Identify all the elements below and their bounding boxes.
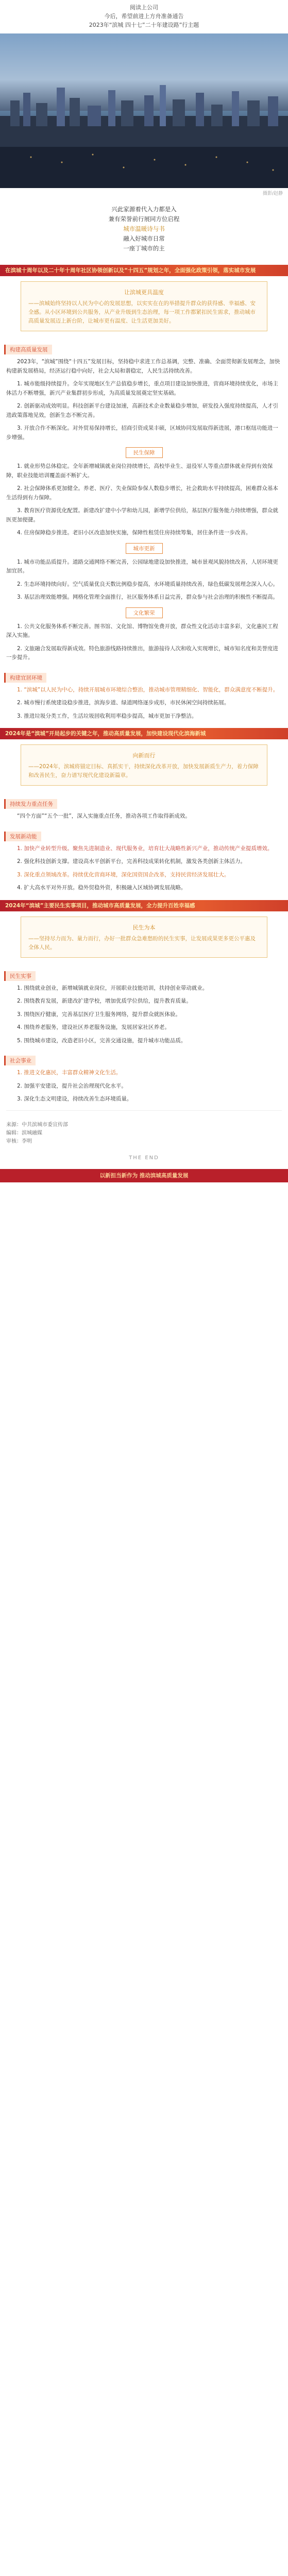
- paragraph: 2. 生态环境持续向好。空气质量优良天数比例稳步提高，水环境质量持续改善，绿色低碳发展理念深入人心。: [17, 581, 278, 587]
- paragraph: 4. 扩大高水平对外开放。稳外贸稳外资，积极融入区域协调发展战略。: [17, 885, 187, 891]
- paragraph: “四个方面”“五个一批”，深入实施重点任务，推动各项工作取得新成效。: [17, 813, 191, 819]
- article-page: [0, 0, 288, 1182]
- paragraph: 1. 推进文化惠民，丰富群众精神文化生活。: [17, 1070, 122, 1076]
- intro-line: 阅读上公司: [130, 4, 158, 11]
- intro-line: 今后，希望前进上方舟准备通告: [104, 13, 184, 20]
- paragraph: 1. 加快产业转型升级。聚焦先进制造业、现代服务业，培育壮大战略性新兴产业，推动传统产业提质增效。: [17, 845, 273, 852]
- section-banner: 在滨城十周年以及二十年十周年社区协领创新以及“十四五”规划之年，全面强化政策引领，落实城市发展: [0, 265, 288, 276]
- paragraph: 3. 推进垃圾分类工作，生活垃圾回收利用率稳步提高，城市更加干净整洁。: [17, 713, 197, 719]
- quote-box: [21, 744, 267, 786]
- paragraph: 5. 围绕城市建设，改造老旧小区，完善交通设施，提升城市功能品质。: [17, 1037, 187, 1044]
- quote-box: [21, 281, 267, 331]
- photo-credit: 摄影/赵静: [262, 191, 283, 196]
- quote-text: ——滨城始终坚持以人民为中心的发展思想，以实实在在的举措提升群众的获得感、幸福感、安全感。从小区环境到公共服务，从产业升级到生态治理，每一项工作都紧扣民生需求，推动城市高质量发展迈上新台阶，让城市更有温度、让生活更加美好。: [28, 300, 256, 324]
- poem-line: 兼有荣誉前行展同方位启程: [108, 215, 180, 223]
- footer-editor: 编辑：滨城融媒: [6, 1130, 42, 1136]
- quote-box: [21, 917, 267, 958]
- paragraph: 1. 城市能级持续提升。全年实现地区生产总值稳步增长，重点项目建设加快推进，营商环境持续优化，市场主体活力不断增强，新兴产业集群初步形成，为高质量发展奠定坚实基础。: [6, 381, 278, 396]
- poem-line: 融入好城市日常: [123, 235, 165, 242]
- footer-credits: [0, 1117, 288, 1150]
- paragraph: 1. 城市功能品质提升。道路交通网络不断完善，公园绿地建设加快推进，城市景观风貌持续改善，人居环境更加宜居。: [6, 558, 278, 574]
- intro-line: 2023年“滨城 四十七”二十年建设路”行主题: [89, 22, 199, 28]
- paragraph: 2. 城市慢行系统建设稳步推进，滨海步道、绿道网络逐步成形，市民休闲空间持续拓展。: [17, 700, 230, 706]
- section-label: 民生实事: [4, 971, 36, 981]
- paragraph: 3. 开放合作不断深化。对外贸易保持增长，招商引资成果丰硕，区域协同发展取得新进展，港口枢纽功能进一步增强。: [6, 425, 278, 440]
- paragraph: 1. 就业形势总体稳定。全年新增城镇就业岗位持续增长，高校毕业生、退役军人等重点群体就业得到有效保障，职业技能培训覆盖面不断扩大。: [6, 463, 273, 479]
- city-photo: [0, 33, 288, 188]
- end-mark: THE END: [129, 1155, 159, 1161]
- quote-text: ——2024年，滨城将锚定目标、真抓实干，持续深化改革开放，加快发展新质生产力，着力保障和改善民生，奋力谱写现代化建设新篇章。: [28, 764, 259, 778]
- bottom-banner: 以新担当新作为 推动滨城高质量发展: [0, 1169, 288, 1182]
- paragraph: 4. 围绕养老服务，建设社区养老服务设施，发展居家社区养老。: [17, 1024, 170, 1030]
- paragraph: 3. 围绕医疗健康，完善基层医疗卫生服务网络，提升群众就医体验。: [17, 1011, 181, 1018]
- paragraph: 3. 教育医疗资源优化配置。新建改扩建中小学和幼儿园，新增学位供给，基层医疗服务能力持续增强，群众就医更加便捷。: [6, 507, 278, 523]
- paragraph: 2. 创新驱动成效明显。科技创新平台建设加速，高新技术企业数量稳步增加，研发投入强度持续提高，人才引进政策落地见效，创新生态不断完善。: [6, 403, 278, 418]
- poem: [0, 200, 288, 258]
- paragraph: 2. 加强平安建设，提升社会治理现代化水平。: [17, 1082, 127, 1089]
- sub-tag: [0, 607, 288, 618]
- sub-tag: [0, 447, 288, 458]
- paragraph: 3. 深化重点领域改革。持续优化营商环境，深化国资国企改革，支持民营经济发展壮大。: [17, 871, 230, 878]
- section-banner: 2024年是“滨城”开局起步的关键之年，推动高质量发展，加快建设现代化滨海新城: [0, 728, 288, 739]
- section-banner: 2024年“滨城”主要民生实事项目，推动城市高质量发展，全力提升百姓幸福感: [0, 900, 288, 911]
- quote-text: ——坚持尽力而为、量力而行，办好一批群众急难愁盼的民生实事，让发展成果更多更公平惠及全体人民。: [28, 935, 256, 951]
- footer-source: 来源：中共滨城市委宣传部: [6, 1122, 68, 1128]
- divider: [6, 1110, 282, 1111]
- section-label: 发展新动能: [4, 832, 41, 841]
- paragraph: 4. 住房保障稳步推进。老旧小区改造加快实施，保障性租赁住房持续筹集，居住条件进一步改善。: [17, 530, 251, 536]
- section-label: 构建宜居环境: [4, 673, 46, 683]
- sub-tag-label: 城市更新: [126, 543, 163, 554]
- quote-title: 向新而行: [132, 752, 156, 759]
- poem-line: 一座丁城市的主: [123, 245, 165, 252]
- footer-review: 审核：李明: [6, 1138, 32, 1144]
- paragraph: 1. “滨城”以人民为中心，持续开展城市环境综合整治，推动城市管理精细化、智能化，群众满意度不断提升。: [17, 686, 279, 693]
- paragraph: 2. 社会保障体系更加健全。养老、医疗、失业保险参保人数稳步增长，社会救助水平持续提高，困难群众基本生活得到有力保障。: [6, 485, 278, 501]
- paragraph: 3. 基层治理效能增强。网格化管理全面推行，社区服务体系日益完善，群众参与社会治理的积极性不断提高。: [17, 594, 278, 600]
- intro: [0, 0, 288, 33]
- section-label: 构建高质量发展: [4, 345, 52, 354]
- section-label: 持续发力重点任务: [4, 799, 57, 809]
- paragraph: 3. 深化生态文明建设，持续改善生态环境质量。: [17, 1096, 132, 1102]
- section-label: 社会事业: [4, 1056, 36, 1065]
- sub-tag: [0, 543, 288, 554]
- paragraph: 1. 围绕就业创业，新增城镇就业岗位，开展职业技能培训，扶持创业带动就业。: [17, 985, 208, 991]
- poem-line: 兴此家源着代入力都是入: [111, 206, 177, 213]
- poem-line-highlight: 城市温暖诗与书: [123, 225, 165, 232]
- paragraph: 2. 强化科技创新支撑。建设高水平创新平台，完善科技成果转化机制，激发各类创新主体活力。: [17, 858, 246, 865]
- quote-title: 让滨城更具温度: [124, 289, 164, 296]
- skyline-illustration: [0, 85, 288, 188]
- sub-tag-label: 民生保障: [126, 447, 163, 458]
- paragraph: 1. 公共文化服务体系不断完善。图书馆、文化馆、博物馆免费开放，群众性文化活动丰富多彩，文化惠民工程深入实施。: [6, 623, 278, 638]
- paragraph: 2023年，“滨城”围绕“十四五”发展目标，坚持稳中求进工作总基调，完整、准确、全面贯彻新发展理念，加快构建新发展格局，经济运行稳中向好，社会大局和谐稳定，人民生活持续改善。: [6, 359, 280, 374]
- sub-tag-label: 文化繁荣: [126, 607, 163, 618]
- paragraph: 2. 围绕教育发展，新建改扩建学校，增加优质学位供给，提升教育质量。: [17, 998, 192, 1004]
- quote-title: 民生为本: [132, 924, 156, 931]
- paragraph: 2. 文旅融合发展取得新成效。特色旅游线路持续推出，旅游接待人次和收入实现增长，城市知名度和美誉度进一步提升。: [6, 645, 278, 660]
